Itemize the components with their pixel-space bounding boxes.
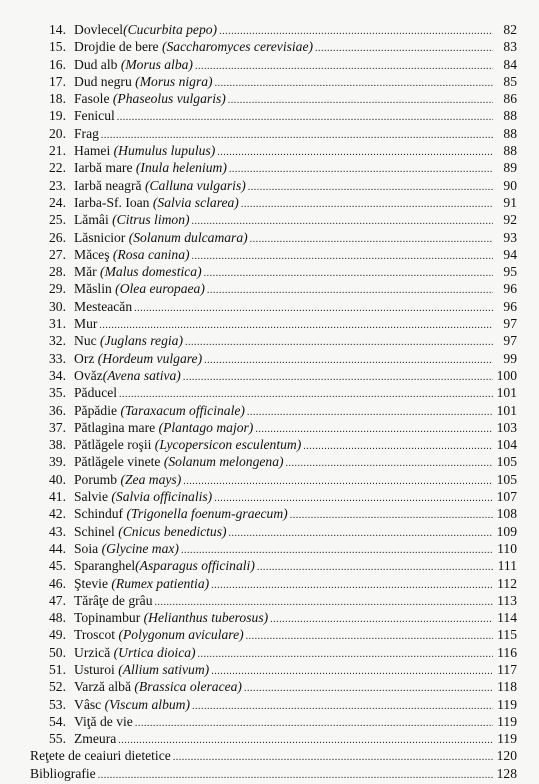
entry-number: 26. xyxy=(49,229,66,245)
entry-title xyxy=(74,367,181,384)
entry-number: 38. xyxy=(49,437,66,453)
latin-name: (Brassica oleracea) xyxy=(134,679,242,695)
page-number: 90 xyxy=(503,177,517,193)
entry-title xyxy=(74,194,239,211)
entry-number: 18. xyxy=(49,91,66,107)
toc-entry xyxy=(30,644,517,661)
toc-entry xyxy=(30,56,517,73)
entry-number: 27. xyxy=(49,246,66,262)
latin-name: (Taraxacum officinale) xyxy=(120,402,245,418)
dot-leader xyxy=(135,715,493,732)
entry-title xyxy=(74,661,209,678)
page-number: 116 xyxy=(497,644,517,660)
toc-entry xyxy=(30,73,517,90)
entry-title xyxy=(74,211,190,228)
page-number: 112 xyxy=(497,575,517,591)
toc-entry xyxy=(30,90,517,107)
plant-name: Nuc xyxy=(74,333,101,349)
dot-leader xyxy=(241,196,493,213)
dot-leader xyxy=(270,611,493,628)
plant-name: Porumb xyxy=(74,471,121,487)
toc-entry xyxy=(30,107,517,124)
toc-entry xyxy=(30,626,517,643)
toc-entry xyxy=(30,298,517,315)
entry-number: 23. xyxy=(49,177,66,193)
entry-number: 43. xyxy=(49,523,66,539)
entry-number: 20. xyxy=(49,125,66,141)
plant-name: Măr xyxy=(74,264,101,280)
entry-title xyxy=(74,436,301,453)
toc-entry xyxy=(30,229,517,246)
page-number: 115 xyxy=(497,627,517,643)
entry-title xyxy=(74,107,115,124)
page-number: 84 xyxy=(503,56,517,72)
dot-leader xyxy=(303,438,493,455)
dot-leader xyxy=(117,109,493,126)
toc-entry xyxy=(30,523,517,540)
dot-leader xyxy=(244,680,493,697)
page-number: 119 xyxy=(497,731,517,747)
entry-number: 37. xyxy=(49,419,66,435)
entry-title xyxy=(74,332,183,349)
latin-name: (Helianthus tuberosus) xyxy=(143,610,269,626)
toc-entry xyxy=(30,350,517,367)
entry-number: 47. xyxy=(49,592,66,608)
page-number: 118 xyxy=(497,679,517,695)
latin-name: (Polygonum aviculare) xyxy=(118,627,244,643)
toc-entry xyxy=(30,263,517,280)
entry-number: 39. xyxy=(49,454,66,470)
page-number: 83 xyxy=(503,39,517,55)
entry-title xyxy=(74,696,190,713)
entry-title xyxy=(74,540,179,557)
dot-leader xyxy=(207,282,493,299)
page-number: 94 xyxy=(503,246,517,262)
dot-leader xyxy=(211,577,493,594)
plant-name: Măslin xyxy=(74,281,116,297)
page-number: 82 xyxy=(503,22,517,37)
latin-name: (Cucurbita pepo) xyxy=(123,22,218,37)
page-number: 119 xyxy=(497,696,517,712)
latin-name: (Salvia sclarea) xyxy=(152,194,239,210)
plant-name: Dud negru xyxy=(74,73,136,89)
plant-name: Tărâţe de grâu xyxy=(74,592,153,608)
page-number: 117 xyxy=(497,661,517,677)
latin-name: (Morus alba) xyxy=(120,56,193,72)
entry-title xyxy=(74,125,99,142)
page-number: 89 xyxy=(503,160,517,176)
toc-entry xyxy=(30,194,517,211)
latin-name: (Citrus limon) xyxy=(112,212,190,228)
dot-leader xyxy=(173,749,493,766)
toc-section-entry xyxy=(30,747,517,764)
entry-number: 15. xyxy=(49,39,66,55)
dot-leader xyxy=(183,473,493,490)
entry-title xyxy=(74,56,193,73)
dot-leader xyxy=(192,248,493,265)
entry-title xyxy=(74,280,205,297)
entry-number: 19. xyxy=(49,108,66,124)
latin-name: (Humulus lupulus) xyxy=(113,143,216,159)
dot-leader xyxy=(204,265,493,282)
page-number: 105 xyxy=(496,471,517,487)
entry-number: 35. xyxy=(49,385,66,401)
plant-name: Lăsnicior xyxy=(74,229,129,245)
entry-title xyxy=(74,523,227,540)
dot-leader xyxy=(118,732,493,749)
toc-entry xyxy=(30,315,517,332)
toc-section-entry xyxy=(30,765,517,782)
plant-name: Salvie xyxy=(74,489,112,505)
dot-leader xyxy=(98,767,493,784)
entry-title xyxy=(74,90,226,107)
plant-name: Iarba-Sf. Ioan xyxy=(74,194,153,210)
plant-name: Fasole xyxy=(74,91,113,107)
entry-title xyxy=(74,471,181,488)
entry-title xyxy=(74,626,244,643)
page-number: 96 xyxy=(503,281,517,297)
page-number: 97 xyxy=(503,333,517,349)
latin-name: (Plantago major) xyxy=(158,419,254,435)
entry-title xyxy=(74,575,209,592)
toc-entry xyxy=(30,402,517,419)
plant-name: Ovăz xyxy=(74,367,103,383)
entry-number: 28. xyxy=(49,264,66,280)
entry-title xyxy=(74,73,213,90)
toc-entry xyxy=(30,21,517,38)
latin-name: (Urtica dioica) xyxy=(113,644,196,660)
page-number: 88 xyxy=(503,125,517,141)
dot-leader xyxy=(229,161,493,178)
toc-entry xyxy=(30,557,517,574)
page-number: 114 xyxy=(497,610,517,626)
page-number: 109 xyxy=(496,523,517,539)
dot-leader xyxy=(286,455,493,472)
entry-number: 45. xyxy=(49,558,66,574)
entry-title xyxy=(74,350,202,367)
entry-title xyxy=(74,159,227,176)
entry-number: 32. xyxy=(49,333,66,349)
toc-entry xyxy=(30,419,517,436)
toc-entry xyxy=(30,384,517,401)
latin-name: (Avena sativa) xyxy=(102,367,181,383)
page-number: 120 xyxy=(496,748,517,764)
page-number: 108 xyxy=(496,506,517,522)
plant-name: Ştevie xyxy=(74,575,112,591)
latin-name: (Solanum dulcamara) xyxy=(128,229,248,245)
latin-name: (Salvia officinalis) xyxy=(111,489,213,505)
entry-number: 51. xyxy=(49,661,66,677)
entry-title xyxy=(74,384,117,401)
page-number: 103 xyxy=(496,419,517,435)
latin-name: (Lycopersicon esculentum) xyxy=(154,437,302,453)
plant-name: Soia xyxy=(74,540,102,556)
page-number: 128 xyxy=(496,765,517,781)
page-number: 88 xyxy=(503,143,517,159)
page-number: 101 xyxy=(496,385,517,401)
entry-title xyxy=(74,142,215,159)
toc-entry xyxy=(30,575,517,592)
dot-leader xyxy=(229,525,493,542)
page-number: 97 xyxy=(503,316,517,332)
toc-entry xyxy=(30,280,517,297)
page-number: 93 xyxy=(503,229,517,245)
toc-entry xyxy=(30,436,517,453)
dot-leader xyxy=(290,507,493,524)
entry-title xyxy=(74,592,153,609)
toc-entry xyxy=(30,246,517,263)
plant-name: Topinambur xyxy=(74,610,144,626)
plant-name: Schinel xyxy=(74,523,119,539)
dot-leader xyxy=(204,352,493,369)
plant-name: Schinduf xyxy=(74,506,127,522)
plant-name: Troscot xyxy=(74,627,119,643)
page-number: 95 xyxy=(503,264,517,280)
page-number: 86 xyxy=(503,91,517,107)
page-number: 101 xyxy=(496,402,517,418)
entry-number: 46. xyxy=(49,575,66,591)
page-number: 88 xyxy=(503,108,517,124)
dot-leader xyxy=(257,559,493,576)
toc-entry xyxy=(30,730,517,747)
entry-number: 34. xyxy=(49,367,66,383)
latin-name: (Viscum album) xyxy=(104,696,191,712)
dot-leader xyxy=(246,628,493,645)
toc-entry xyxy=(30,142,517,159)
entry-title xyxy=(74,488,212,505)
entry-number: 22. xyxy=(49,160,66,176)
toc-entry xyxy=(30,488,517,505)
toc-entry xyxy=(30,540,517,557)
toc-entry xyxy=(30,678,517,695)
entry-number: 48. xyxy=(49,610,66,626)
entry-title xyxy=(74,453,284,470)
latin-name: (Asparagus officinali) xyxy=(135,558,255,574)
dot-leader xyxy=(247,404,493,421)
page-number: 113 xyxy=(497,592,517,608)
entry-title xyxy=(74,246,190,263)
plant-name: Păpădie xyxy=(74,402,121,418)
entry-title xyxy=(74,315,97,332)
plant-name: Lămâi xyxy=(74,212,113,228)
dot-leader xyxy=(250,231,493,248)
plant-name: Pătlăgele roşii xyxy=(74,437,155,453)
plant-name: Vâsc xyxy=(74,696,105,712)
toc-entry xyxy=(30,38,517,55)
plant-name: Măceş xyxy=(74,246,113,262)
dot-leader xyxy=(248,179,493,196)
plant-name: Hamei xyxy=(74,143,114,159)
entry-number: 44. xyxy=(49,540,66,556)
dot-leader xyxy=(183,369,493,386)
plant-name: Urzică xyxy=(74,644,114,660)
entry-title xyxy=(74,419,253,436)
entry-number: 17. xyxy=(49,73,66,89)
page-number: 105 xyxy=(496,454,517,470)
entry-title xyxy=(74,557,255,574)
latin-name: (Saccharomyces cerevisiae) xyxy=(161,39,314,55)
plant-name: Viţă de vie xyxy=(74,713,133,729)
entry-number: 42. xyxy=(49,506,66,522)
toc-entry xyxy=(30,125,517,142)
entry-title xyxy=(74,177,246,194)
toc-entry xyxy=(30,713,517,730)
entry-number: 41. xyxy=(49,489,66,505)
entry-title xyxy=(74,21,217,38)
toc-entry xyxy=(30,609,517,626)
latin-name: (Allium sativum) xyxy=(118,661,210,677)
plant-name: Drojdie de bere xyxy=(74,39,162,55)
toc-entry xyxy=(30,453,517,470)
entry-number: 50. xyxy=(49,644,66,660)
page-number: 96 xyxy=(503,298,517,314)
entry-number: 25. xyxy=(49,212,66,228)
entry-number: 29. xyxy=(49,281,66,297)
entry-number: 21. xyxy=(49,143,66,159)
entry-title xyxy=(74,644,196,661)
plant-name: Dovlecel xyxy=(74,22,124,37)
entry-title xyxy=(74,229,248,246)
dot-leader xyxy=(211,663,493,680)
plant-name: Varză albă xyxy=(74,679,135,695)
entry-number: 55. xyxy=(49,731,66,747)
page-number: 111 xyxy=(497,558,517,574)
entry-title xyxy=(74,713,133,730)
section-title: Bibliografie xyxy=(30,765,96,781)
plant-name: Zmeura xyxy=(74,731,117,747)
entry-number: 52. xyxy=(49,679,66,695)
plant-name: Fenicul xyxy=(74,108,115,124)
dot-leader xyxy=(315,40,493,57)
latin-name: (Solanum melongena) xyxy=(163,454,284,470)
dot-leader xyxy=(217,144,493,161)
page-number: 85 xyxy=(503,73,517,89)
latin-name: (Zea mays) xyxy=(120,471,182,487)
entry-title xyxy=(74,402,245,419)
plant-name: Dud alb xyxy=(74,56,121,72)
entry-title xyxy=(74,298,132,315)
toc-entry xyxy=(30,177,517,194)
entry-title xyxy=(74,678,242,695)
toc-entry xyxy=(30,211,517,228)
latin-name: (Rumex patientia) xyxy=(111,575,210,591)
entry-number: 49. xyxy=(49,627,66,643)
latin-name: (Olea europaea) xyxy=(115,281,205,297)
entry-title xyxy=(74,263,202,280)
toc-entry xyxy=(30,696,517,713)
latin-name: (Juglans regia) xyxy=(100,333,183,349)
dot-leader xyxy=(134,300,493,317)
table-of-contents xyxy=(30,21,517,782)
dot-leader xyxy=(185,334,493,351)
plant-name: Usturoi xyxy=(74,661,119,677)
latin-name: (Rosa canina) xyxy=(112,246,190,262)
entry-number: 53. xyxy=(49,696,66,712)
dot-leader xyxy=(192,698,493,715)
toc-entry xyxy=(30,471,517,488)
latin-name: (Hordeum vulgare) xyxy=(97,350,203,366)
page-number: 119 xyxy=(497,713,517,729)
latin-name: (Calluna vulgaris) xyxy=(144,177,246,193)
plant-name: Mur xyxy=(74,316,98,332)
latin-name: (Morus nigra) xyxy=(135,73,213,89)
latin-name: (Cnicus benedictus) xyxy=(118,523,227,539)
page-number: 104 xyxy=(496,437,517,453)
latin-name: (Inula helenium) xyxy=(135,160,227,176)
dot-leader xyxy=(198,646,493,663)
entry-number: 36. xyxy=(49,402,66,418)
toc-entry xyxy=(30,661,517,678)
plant-name: Pătlagina mare xyxy=(74,419,159,435)
plant-name: Păducel xyxy=(74,385,118,401)
entry-title xyxy=(74,505,288,522)
entry-number: 40. xyxy=(49,471,66,487)
page-number: 107 xyxy=(496,489,517,505)
entry-number: 14. xyxy=(49,22,66,37)
plant-name: Iarbă mare xyxy=(74,160,136,176)
page-number: 91 xyxy=(503,194,517,210)
page-number: 100 xyxy=(496,367,517,383)
toc-entry xyxy=(30,592,517,609)
plant-name: Mesteacăn xyxy=(74,298,133,314)
latin-name: (Glycine max) xyxy=(101,540,179,556)
entry-number: 24. xyxy=(49,194,66,210)
plant-name: Sparanghel xyxy=(74,558,136,574)
dot-leader xyxy=(228,92,493,109)
toc-entry xyxy=(30,332,517,349)
plant-name: Iarbă neagră xyxy=(74,177,145,193)
dot-leader xyxy=(215,75,493,92)
toc-entry xyxy=(30,367,517,384)
dot-leader xyxy=(195,58,493,75)
entry-title xyxy=(74,730,116,747)
latin-name: (Trigonella foenum-graecum) xyxy=(126,506,288,522)
page-number: 99 xyxy=(503,350,517,366)
plant-name: Frag xyxy=(74,125,99,141)
page-number: 110 xyxy=(497,540,517,556)
entry-number: 33. xyxy=(49,350,66,366)
latin-name: (Malus domestica) xyxy=(100,264,202,280)
toc-entry xyxy=(30,159,517,176)
toc-entry xyxy=(30,505,517,522)
section-title: Reţete de ceaiuri dietetice xyxy=(30,748,171,764)
entry-number: 30. xyxy=(49,298,66,314)
entry-number: 54. xyxy=(49,713,66,729)
page-number: 92 xyxy=(503,212,517,228)
entry-title xyxy=(74,609,268,626)
latin-name: (Phaseolus vulgaris) xyxy=(112,91,226,107)
entry-title xyxy=(74,38,313,55)
plant-name: Orz xyxy=(74,350,98,366)
entry-number: 16. xyxy=(49,56,66,72)
entry-number: 31. xyxy=(49,316,66,332)
plant-name: Pătlăgele vinete xyxy=(74,454,164,470)
